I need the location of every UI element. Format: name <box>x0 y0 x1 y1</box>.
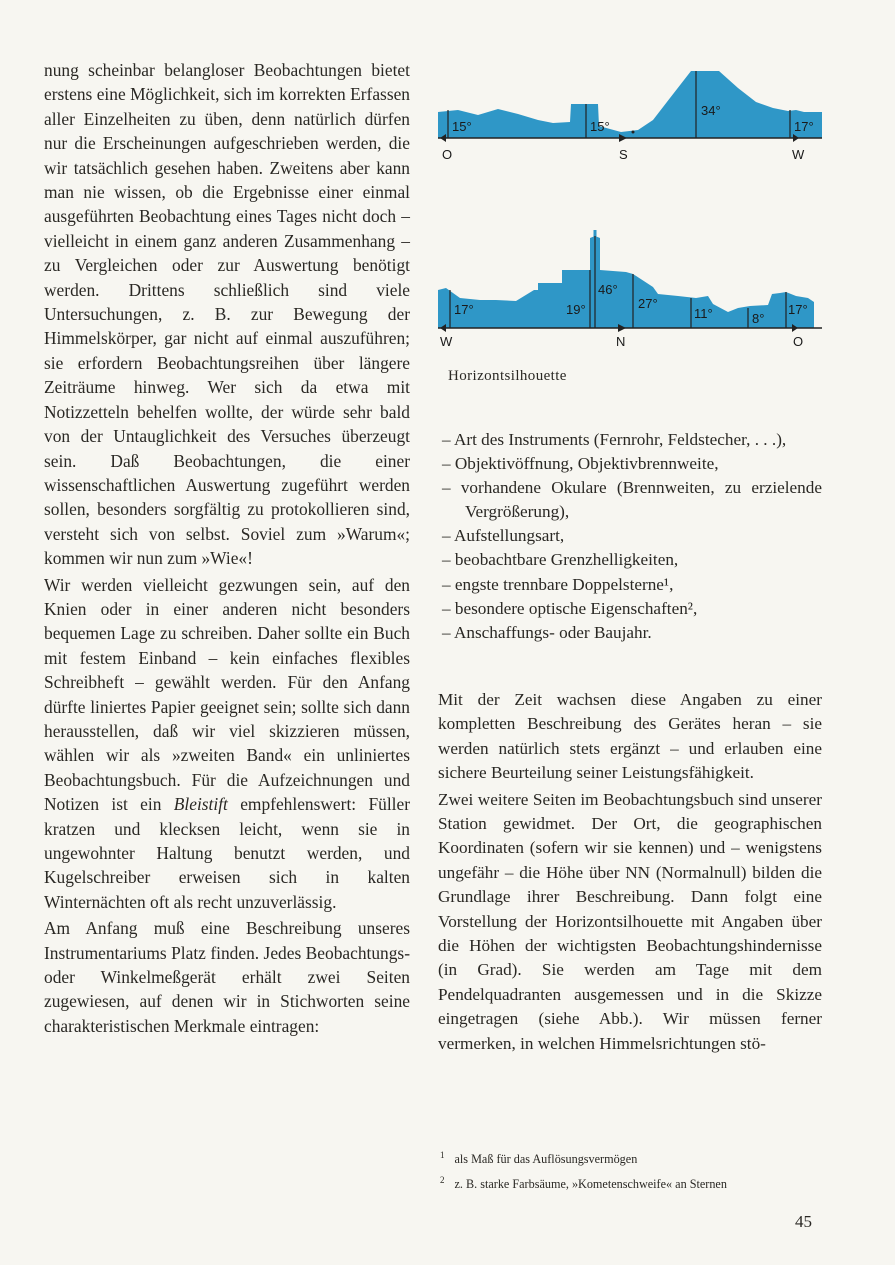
list-item: – beobachtbare Grenzhelligkeiten, <box>442 550 679 570</box>
compass-label: S <box>619 147 628 162</box>
body-text: Wir werden vielleicht gezwungen sein, auf den Knien oder in einer anderen nicht besonders bequemen Lage zu schreiben. Daher sollte ein Buch mit festem Einband – kein einfaches flexibles Schreibheft – gewählt werden. Für den Anfang dürfte liniertes Papier geeignet sein; sollte sich dann herausstellen, daß wir viel skizzieren müssen, wählen wir als »zweiten Band« ein unliniertes Beobachtungsbuch. Für die Aufzeichnungen und Notizen ist ein <box>44 574 410 815</box>
silhouette-shape <box>438 71 822 138</box>
emphasis-text: Bleistift <box>173 794 228 815</box>
list-item: – Anschaffungs- oder Baujahr. <box>442 622 652 642</box>
body-paragraph: Am Anfang muß eine Beschreibung unseres Instrumentariums Platz finden. Jedes Beobachtungs- oder Winkelmeßgerät erhält zwei Seiten zugewiesen, auf denen wir in Stichworten seine charakteristischen Merkmale eintragen: <box>44 918 410 1036</box>
body-paragraph: Mit der Zeit wachsen diese Angaben zu einer kompletten Beschreibung des Gerätes heran – sie werden natürlich stets ergänzt – und erlauben eine sichere Beurteilung seiner Leistungsfähigkeit. <box>438 690 822 783</box>
footnotes <box>440 1145 824 1195</box>
height-label: 17° <box>788 302 808 317</box>
list-item: – Aufstellungsart, <box>442 526 565 546</box>
height-label: 11° <box>694 306 713 321</box>
compass-label: O <box>442 147 453 162</box>
list-item: – vorhandene Okulare (Brennweiten, zu erzielende Vergrößerung), <box>442 478 822 522</box>
footnote <box>440 1145 824 1170</box>
horizon-silhouette-south <box>438 60 822 170</box>
compass-label: O <box>793 334 804 349</box>
height-label: 15° <box>590 119 610 134</box>
horizon-silhouette-north <box>438 228 822 352</box>
height-label: 46° <box>598 282 618 297</box>
footnote-text: als Maß für das Auflösungsvermögen <box>454 1152 638 1167</box>
height-label: 17° <box>454 302 474 317</box>
left-column <box>44 58 410 1038</box>
height-label: 34° <box>701 103 721 118</box>
footnote <box>440 1170 824 1195</box>
height-label: 8° <box>752 311 765 326</box>
compass-label: W <box>792 147 805 162</box>
right-body-text <box>438 688 822 1056</box>
list-item: – Art des Instruments (Fernrohr, Feldstecher, . . .), <box>442 430 787 449</box>
footnote-mark: 1 <box>440 1150 445 1160</box>
body-text: empfehlenswert: Füller kratzen und klecksen leicht, wenn sie in ungewohnter Haltung benutzt werden, und Kugelschreiber erweisen sich in kalten Winternächten oft als recht unzuverlässig. <box>44 794 410 912</box>
body-paragraph: nung scheinbar belangloser Beobachtungen bietet erstens eine Möglichkeit, sich im korrekten Erfassen aller Einzelheiten zu üben, denn natürlich dürfen nur die Erscheinungen aufgeschrieben werden, die wir tatsächlich gesehen haben. Zweitens aber kann man nie wissen, ob die Ergebnisse einer einmal ausgeführten Beobachtung eines Tages nicht doch – vielleicht in einem ganz anderen Zusammenhang – zu Vergleichen oder zur Auswertung benötigt werden. Drittens schließlich sind viele Untersuchungen, z. B. zur Bewegung der Himmelskörper, gar nicht auf einmal auszuführen; sie erfordern Beobachtungsreihen über längere Zeiträume hinweg. Wer sich da etwa mit Notizzetteln behelfen wollte, der würde sehr bald von der Untauglichkeit des Versuches überzeugt sein. Daß Beobachtungen, die einer wissenschaftlichen Auswertung zugeführt werden sollen, besonders sorgfältig zu protokollieren sind, versteht sich von selbst. Soviel zum »Warum«; kommen wir nun zum »Wie«! <box>44 60 410 569</box>
instrument-spec-list <box>442 428 822 645</box>
body-paragraph: Zwei weitere Seiten im Beobachtungsbuch sind unserer Station gewidmet. Der Ort, die geographischen Koordinaten (sofern wir sie kennen) und – wenigstens ungefähr – die Höhe über NN (Normalnull) bilden die Grundlage ihrer Beschreibung. Dann folgt eine Vorstellung der Horizontsilhouette mit Angaben über die Höhen der wichtigsten Beobachtungshindernisse (in Grad). Sie werden am Tage mit dem Pendelquadranten ausgemessen und in die Skizze eingetragen (siehe Abb.). Wir müssen ferner vermerken, in welchen Himmelsrichtungen stö- <box>438 789 822 1053</box>
height-label: 17° <box>794 119 814 134</box>
page-number: 45 <box>795 1212 812 1231</box>
height-label: 19° <box>566 302 586 317</box>
height-label: 27° <box>638 296 658 311</box>
list-item: – engste trennbare Doppelsterne¹, <box>442 574 674 594</box>
compass-label: N <box>616 334 626 349</box>
height-label: 15° <box>452 119 472 134</box>
list-item: – besondere optische Eigenschaften², <box>442 598 698 618</box>
footnote-text: z. B. starke Farbsäume, »Kometenschweife« an Sternen <box>454 1177 727 1192</box>
body-paragraph <box>44 573 410 915</box>
figure-caption: Horizontsilhouette <box>448 368 567 384</box>
compass-label: W <box>440 334 453 349</box>
footnote-mark: 2 <box>440 1175 445 1186</box>
list-item: – Objektivöffnung, Objektivbrennweite, <box>442 454 719 474</box>
